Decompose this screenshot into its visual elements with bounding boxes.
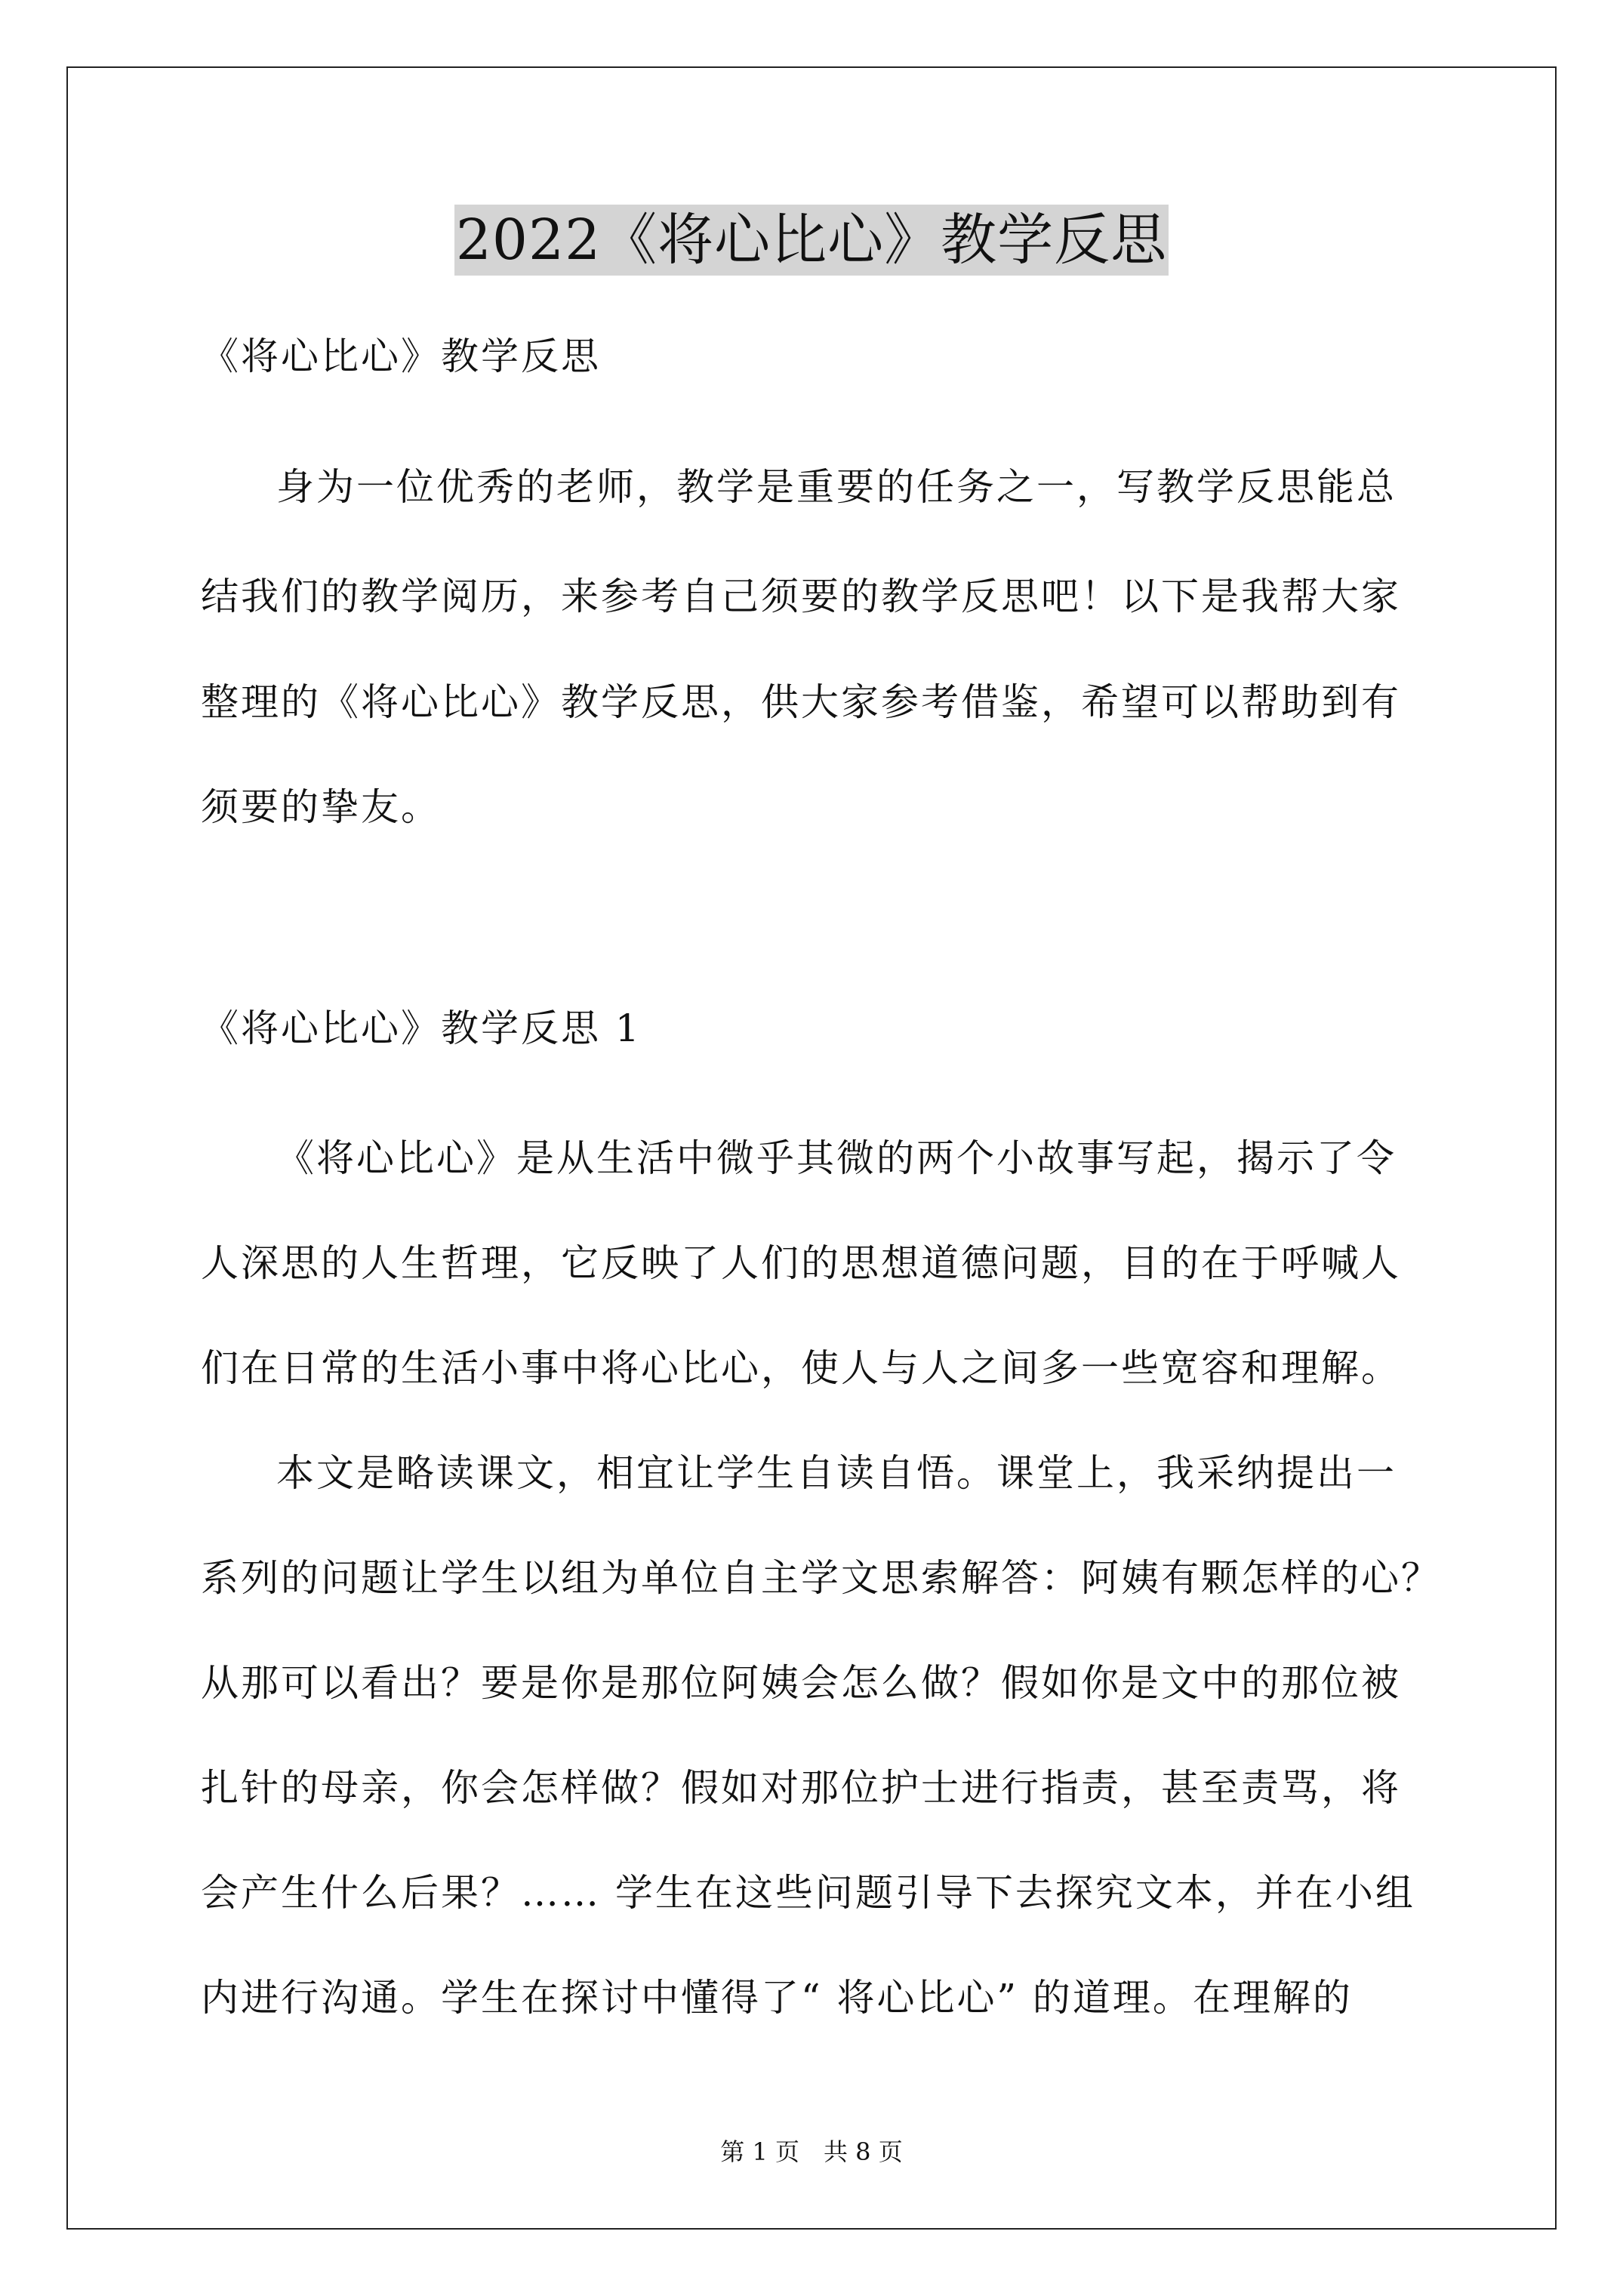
section-heading-1: 《将心比心》教学反思 1 <box>201 1006 642 1050</box>
paragraph-line: 结我们的教学阅历，来参考自己须要的教学反思吧！以下是我帮大家 <box>201 575 1401 618</box>
document-title <box>0 204 1623 276</box>
paragraph-line: 会产生什么后果？…… 学生在这些问题引导下去探究文本，并在小组 <box>201 1871 1415 1915</box>
paragraph-line: 内进行沟通。学生在探讨中懂得了“ 将心比心” 的道理。在理解的 <box>201 1976 1353 2020</box>
paragraph-line: 从那可以看出？要是你是那位阿姨会怎么做？假如你是文中的那位被 <box>201 1661 1401 1705</box>
page-number-footer: 第 1 页 共 8 页 <box>720 2137 903 2166</box>
paragraph-line: 身为一位优秀的老师，教学是重要的任务之一，写教学反思能总 <box>276 465 1397 509</box>
paragraph-line: 扎针的母亲，你会怎样做？假如对那位护士进行指责，甚至责骂，将 <box>201 1766 1401 1810</box>
paragraph-line: 本文是略读课文，相宜让学生自读自悟。课堂上，我采纳提出一 <box>276 1451 1397 1495</box>
paragraph-line: 须要的挚友。 <box>201 785 441 829</box>
section-heading-intro: 《将心比心》教学反思 <box>201 334 601 378</box>
document-title-text: 2022《将心比心》教学反思 <box>454 205 1169 276</box>
paragraph-line: 《将心比心》是从生活中微乎其微的两个小故事写起，揭示了令 <box>276 1136 1397 1180</box>
paragraph-line: 人深思的人生哲理，它反映了人们的思想道德问题，目的在于呼喊人 <box>201 1241 1401 1285</box>
paragraph-line: 们在日常的生活小事中将心比心，使人与人之间多一些宽容和理解。 <box>201 1346 1401 1390</box>
paragraph-line: 系列的问题让学生以组为单位自主学文思索解答：阿姨有颗怎样的心？ <box>201 1556 1441 1600</box>
paragraph-line: 整理的《将心比心》教学反思，供大家参考借鉴，希望可以帮助到有 <box>201 680 1401 724</box>
